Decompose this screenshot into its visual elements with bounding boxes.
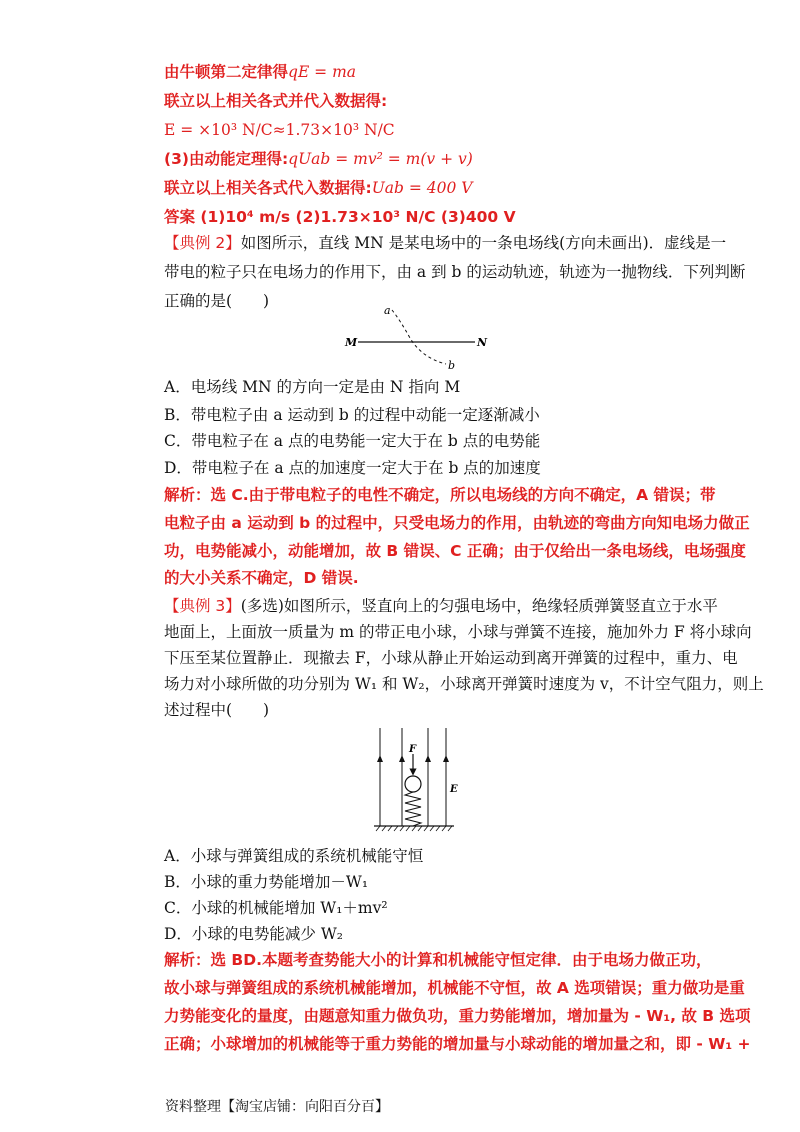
ex2-option-d: D．带电粒子在 a 点的加速度一定大于在 b 点的加速度 [164, 459, 541, 477]
ex3-stem-line-1: 【典例 3】(多选)如图所示，竖直向上的匀强电场中，绝缘轻质弹簧竖直立于水平 [164, 597, 718, 615]
ex2-stem-line-1: 【典例 2】如图所示，直线 MN 是某电场中的一条电场线(方向未画出)．虚线是一 [164, 234, 727, 252]
ex2-figure [340, 300, 500, 380]
ex2-tag: 【典例 2】 [164, 234, 241, 252]
ex2-option-c: C．带电粒子在 a 点的电势能一定大于在 b 点的电势能 [164, 432, 541, 450]
spring [405, 792, 421, 826]
trajectory-curve [392, 310, 446, 364]
step3-line: (3)由动能定理得:qUab = mv² = m(v + v) [164, 150, 473, 168]
newton-line: 由牛顿第二定律得qE = ma [164, 63, 357, 81]
ex3-stem-line-2: 地面上，上面放一质量为 m 的带正电小球，小球与弹簧不连接，施加外力 F 将小球向 [164, 623, 752, 641]
ex3-option-b: B．小球的重力势能增加－W₁ [164, 873, 369, 891]
page-footer: 资料整理【淘宝店铺：向阳百分百】 [165, 1099, 389, 1115]
label-E: E [450, 784, 458, 795]
ex2-stem-line-3: 正确的是( ) [164, 292, 270, 310]
ex3-stem-line-5: 述过程中( ) [164, 701, 270, 719]
combine-line-1: 联立以上相关各式并代入数据得: [164, 92, 388, 110]
E-result-line: E = ×10³ N/C≈1.73×10³ N/C [164, 121, 395, 139]
label-b: b [448, 359, 456, 372]
ex3-analysis-line-1: 解析：选 BD.本题考查势能大小的计算和机械能守恒定律．由于电场力做正功， [164, 951, 712, 969]
ex3-stem-line-4: 场力对小球所做的功分别为 W₁ 和 W₂，小球离开弹簧时速度为 v，不计空气阻力，则上 [164, 675, 764, 693]
ex2-option-b: B．带电粒子由 a 运动到 b 的过程中动能一定逐渐减小 [164, 406, 540, 424]
ex3-tag: 【典例 3】 [164, 597, 241, 615]
label-N: N [477, 336, 488, 349]
ex2-analysis-line-4: 的大小关系不确定，D 错误. [164, 569, 359, 587]
ex3-stem-line-3: 下压至某位置静止．现撤去 F，小球从静止开始运动到离开弹簧的过程中，重力、电 [164, 649, 738, 667]
ex3-option-d: D．小球的电势能减少 W₂ [164, 925, 343, 943]
ex3-analysis-line-4: 正确；小球增加的机械能等于重力势能的增加量与小球动能的增加量之和，即 - W₁ + [164, 1035, 751, 1053]
ex3-option-c: C．小球的机械能增加 W₁＋mv² [164, 899, 388, 917]
ground-hatch [376, 826, 452, 831]
ball [405, 776, 421, 792]
answer-line: 答案 (1)10⁴ m/s (2)1.73×10³ N/C (3)400 V [164, 208, 516, 226]
ex3-figure [370, 722, 470, 834]
ex2-option-a: A．电场线 MN 的方向一定是由 N 指向 M [164, 378, 461, 396]
ex2-analysis-line-2: 电粒子由 a 运动到 b 的过程中，只受电场力的作用，由轨迹的弯曲方向知电场力做正 [164, 514, 750, 532]
ex2-analysis-line-1: 解析：选 C.由于带电粒子的电性不确定，所以电场线的方向不确定，A 错误；带 [164, 486, 716, 504]
label-a: a [384, 304, 391, 317]
label-F: F [409, 744, 417, 755]
ex3-option-a: A．小球与弹簧组成的系统机械能守恒 [164, 847, 424, 865]
combine-line-2: 联立以上相关各式代入数据得:Uab = 400 V [164, 179, 473, 197]
label-M: M [345, 336, 358, 349]
ex3-analysis-line-2: 故小球与弹簧组成的系统机械能增加，机械能不守恒，故 A 选项错误；重力做功是重 [164, 979, 745, 997]
ex2-stem-line-2: 带电的粒子只在电场力的作用下，由 a 到 b 的运动轨迹，轨迹为一抛物线．下列判断 [164, 263, 746, 281]
ex3-analysis-line-3: 力势能变化的量度，由题意知重力做负功，重力势能增加，增加量为 - W₁, 故 B 选项 [164, 1007, 751, 1025]
ex2-analysis-line-3: 功，电势能减小，动能增加，故 B 错误、C 正确；由于仅给出一条电场线，电场强度 [164, 542, 746, 560]
